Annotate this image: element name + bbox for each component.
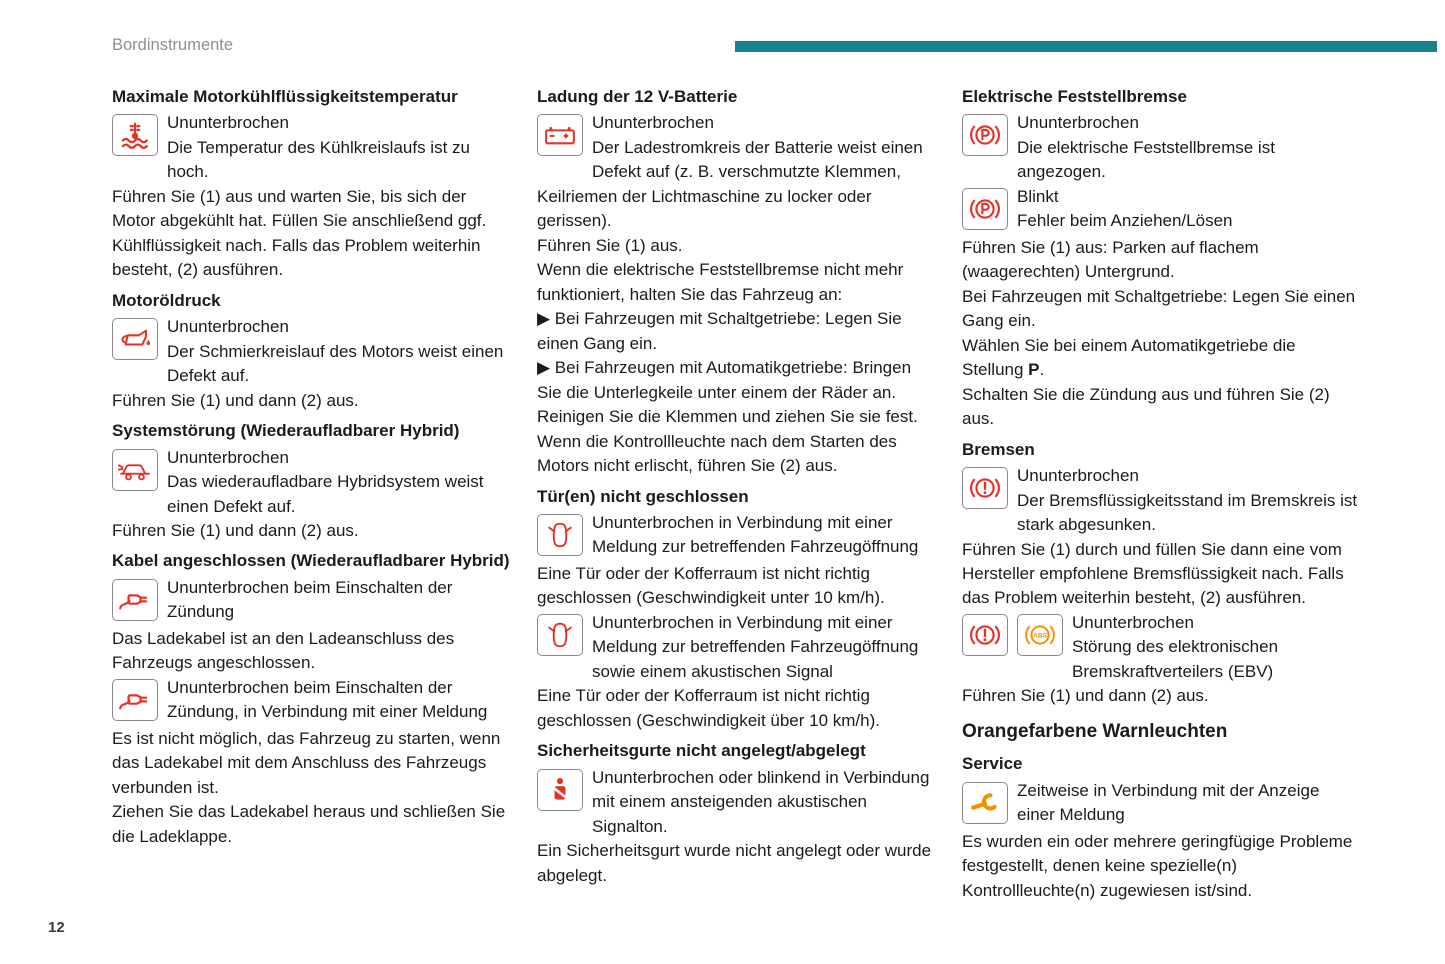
entry-text: Ununterbrochen (1017, 113, 1139, 133)
entry-text: Ununterbrochen beim Einschalten der Zündung (167, 577, 453, 622)
warning-entry (112, 576, 510, 625)
paragraph: Wenn die elektrische Feststellbremse nicht mehr funktioniert, halten Sie das Fahrzeug an: (537, 260, 904, 304)
heading: Tür(en) nicht geschlossen (537, 486, 749, 506)
paragraph: Wählen Sie bei einem Automatikgetriebe die Stellung P. (962, 335, 1296, 380)
heading: Bremsen (962, 439, 1035, 459)
heading: Motoröldruck (112, 290, 221, 310)
paragraph: Führen Sie (1) und dann (2) aus. (962, 686, 1209, 706)
heading: Sicherheitsgurte nicht angelegt/abgelegt (537, 741, 866, 761)
entry-text: Störung des elektronischen Bremskraftverteilers (EBV) (1072, 637, 1279, 681)
paragraph: Schalten Sie die Zündung aus und führen Sie (2) aus. (962, 384, 1330, 429)
heading: Service (962, 754, 1023, 774)
heading: Elektrische Feststellbremse (962, 87, 1187, 106)
warning-entry (112, 676, 510, 725)
door-open-icon (537, 514, 583, 556)
entry-text: Zeitweise in Verbindung mit der Anzeige einer Meldung (1017, 780, 1320, 825)
paragraph: Eine Tür oder der Kofferraum ist nicht richtig geschlossen (Geschwindigkeit über 10 km/h). (537, 686, 880, 730)
warning-entry (112, 315, 510, 388)
paragraph: ▶ Bei Fahrzeugen mit Schaltgetriebe: Legen Sie einen Gang ein. (537, 309, 902, 353)
warning-entry (537, 111, 935, 233)
parking-brake-icon (962, 188, 1008, 230)
warning-entry (112, 111, 510, 184)
entry-text: Ununterbrochen (1072, 612, 1194, 632)
entry-text: Ununterbrochen in Verbindung mit einer Meldung zur betreffenden Fahrzeugöffnung (592, 512, 919, 557)
paragraph: Bei Fahrzeugen mit Schaltgetriebe: Legen Sie einen Gang ein. (962, 286, 1356, 331)
warning-entry (962, 185, 1360, 234)
column-1 (112, 85, 510, 903)
entry-text: Ununterbrochen oder blinkend in Verbindung mit einem ansteigenden akustischen Signalton. (592, 767, 930, 836)
coolant-temperature-icon (112, 114, 158, 156)
brake-warning-icon (962, 467, 1008, 509)
heading: Maximale Motorkühlflüssigkeitstemperatur (112, 87, 458, 106)
entry-text: Die elektrische Feststellbremse ist angezogen. (1017, 137, 1275, 182)
entry-text: Ununterbrochen in Verbindung mit einer Meldung zur betreffenden Fahrzeugöffnung sowie einem akustischen Signal (592, 612, 919, 681)
page-header: Bordinstrumente (112, 36, 234, 54)
seatbelt-icon (537, 769, 583, 811)
oil-pressure-icon (112, 318, 158, 360)
entry-text: Ununterbrochen (592, 113, 714, 133)
heading: Kabel angeschlossen (Wiederaufladbarer Hybrid) (112, 551, 510, 571)
paragraph: Reinigen Sie die Klemmen und ziehen Sie sie fest. (537, 407, 918, 427)
entry-text: Ununterbrochen (167, 113, 289, 133)
column-3 (962, 85, 1360, 903)
accent-bar (735, 41, 1437, 52)
paragraph: Führen Sie (1) aus und warten Sie, bis sich der Motor abgekühlt hat. Füllen Sie anschließend ggf. Kühlflüssigkeit nach. Falls das Problem weiterhin besteht, (2) ausführen. (112, 186, 487, 280)
entry-text: Ununterbrochen (167, 447, 289, 467)
parking-brake-icon (962, 114, 1008, 156)
paragraph: Wenn die Kontrollleuchte nach dem Starten des Motors nicht erlischt, führen Sie (2) aus. (537, 431, 897, 476)
entry-text: Ununterbrochen beim Einschalten der Zündung, in Verbindung mit einer Meldung (167, 677, 488, 722)
warning-entry (112, 446, 510, 519)
entry-text: Ununterbrochen (1017, 466, 1139, 486)
entry-text: Das wiederaufladbare Hybridsystem weist einen Defekt auf. (167, 472, 484, 516)
abs-icon (1017, 614, 1063, 656)
entry-text: Blinkt (1017, 186, 1059, 206)
battery-icon (537, 114, 583, 156)
paragraph: Es ist nicht möglich, das Fahrzeug zu starten, wenn das Ladekabel mit dem Anschluss des Fahrzeugs verbunden ist. (112, 728, 501, 797)
hybrid-system-fault-icon (112, 449, 158, 491)
warning-entry (962, 611, 1360, 684)
service-wrench-icon (962, 782, 1008, 824)
paragraph: Es wurden ein oder mehrere geringfügige Probleme festgestellt, denen keine spezielle(n) Kontrollleuchte(n) zugewiesen ist/sind. (962, 831, 1353, 900)
entry-text: Der Bremsflüssigkeitsstand im Bremskreis ist stark abgesunken. (1017, 490, 1358, 535)
entry-text: Fehler beim Anziehen/Lösen (1017, 211, 1233, 231)
charging-cable-icon (112, 579, 158, 621)
warning-entry (537, 611, 935, 684)
charging-cable-icon (112, 679, 158, 721)
paragraph: Führen Sie (1) durch und füllen Sie dann eine vom Hersteller empfohlene Bremsflüssigkeit nach. Falls das Problem weiterhin besteht, (2) ausführen. (962, 539, 1344, 608)
paragraph: Eine Tür oder der Kofferraum ist nicht richtig geschlossen (Geschwindigkeit unter 10 km/h). (537, 563, 885, 608)
paragraph: Führen Sie (1) aus: Parken auf flachem (waagerechten) Untergrund. (962, 237, 1259, 282)
warning-entry (537, 511, 935, 560)
entry-text: Der Schmierkreislauf des Motors weist einen Defekt auf. (167, 341, 504, 386)
warning-entry (962, 111, 1360, 184)
page-number: 12 (48, 919, 65, 936)
entry-text: Der Ladestromkreis der Batterie weist einen Defekt auf (z. B. verschmutzte Klemmen, Keilriemen der Lichtmaschine zu locker oder gerissen). (537, 137, 923, 231)
heading: Systemstörung (Wiederaufladbarer Hybrid) (112, 421, 460, 441)
warning-entry (962, 464, 1360, 537)
warning-entry (962, 779, 1360, 828)
brake-warning-icon (962, 614, 1008, 656)
paragraph: Führen Sie (1) und dann (2) aus. (112, 390, 359, 410)
entry-text: Die Temperatur des Kühlkreislaufs ist zu hoch. (167, 137, 470, 182)
paragraph: Ein Sicherheitsgurt wurde nicht angelegt oder wurde abgelegt. (537, 841, 932, 885)
content-columns (112, 85, 1360, 903)
door-open-icon (537, 614, 583, 656)
paragraph: ▶ Bei Fahrzeugen mit Automatikgetriebe: Bringen Sie die Unterlegkeile unter einem der Räder an. (537, 358, 912, 402)
heading: Ladung der 12 V-Batterie (537, 87, 738, 106)
warning-entry (537, 766, 935, 839)
column-2 (537, 85, 935, 903)
entry-text: Ununterbrochen (167, 317, 289, 337)
paragraph: Führen Sie (1) aus. (537, 235, 683, 255)
paragraph: Ziehen Sie das Ladekabel heraus und schließen Sie die Ladeklappe. (112, 802, 506, 846)
svg-text:ABS: ABS (1032, 632, 1048, 640)
paragraph: Führen Sie (1) und dann (2) aus. (112, 520, 359, 540)
paragraph: Das Ladekabel ist an den Ladeanschluss des Fahrzeugs angeschlossen. (112, 628, 455, 673)
section-heading: Orangefarbene Warnleuchten (962, 720, 1228, 742)
